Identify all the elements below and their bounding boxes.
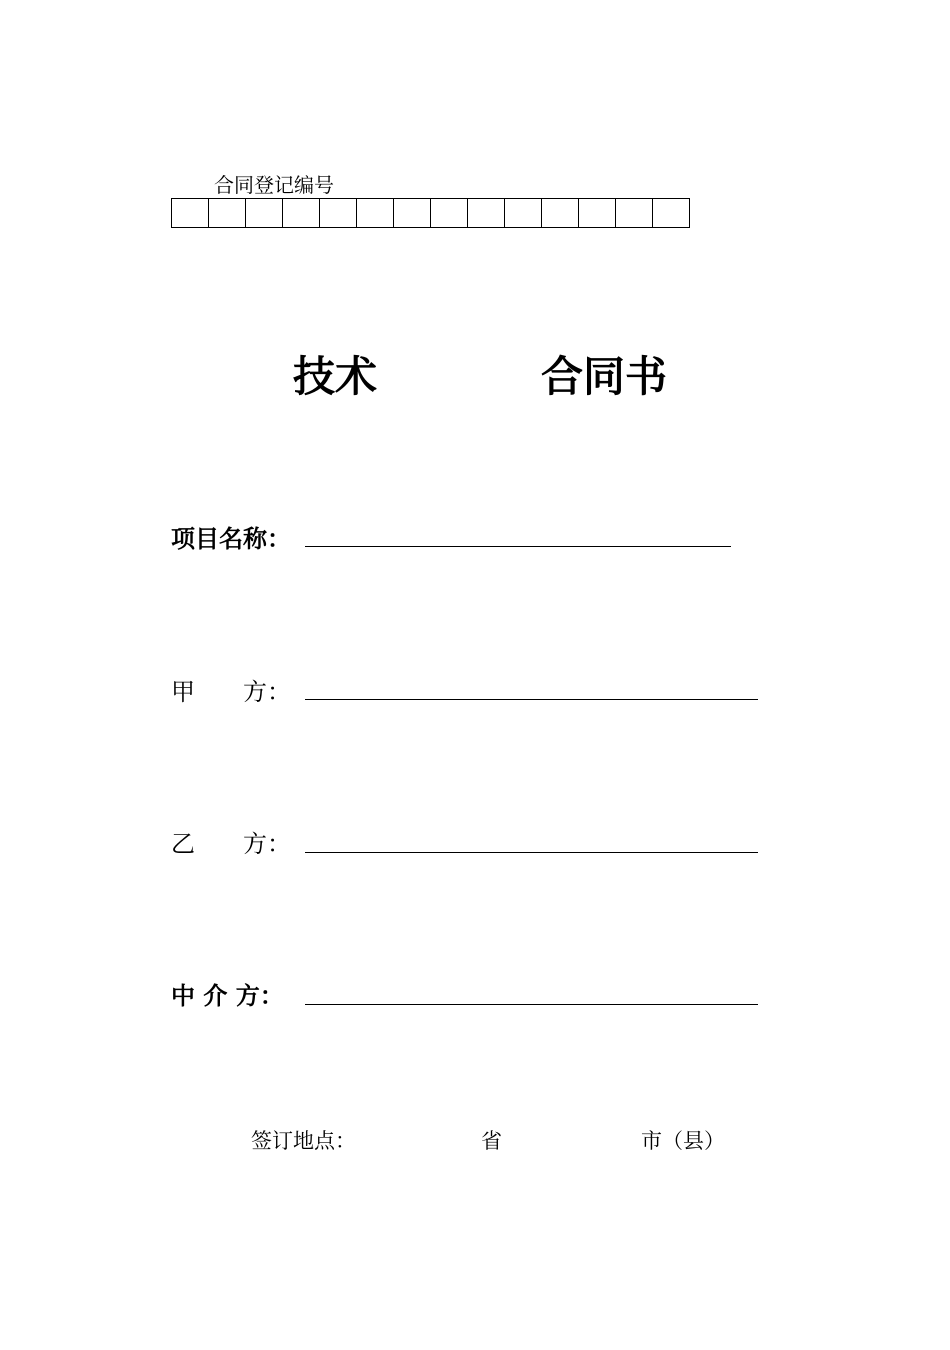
registration-digit-box[interactable] [283, 198, 320, 228]
project-name-input-line[interactable] [305, 546, 731, 547]
registration-number-label: 合同登记编号 [214, 173, 334, 197]
registration-number-boxes [171, 198, 690, 228]
party-a-input-line[interactable] [305, 699, 758, 700]
registration-digit-box[interactable] [542, 198, 579, 228]
signing-province-label: 省 [481, 1129, 502, 1153]
party-b-input-line[interactable] [305, 852, 758, 853]
registration-digit-box[interactable] [357, 198, 394, 228]
registration-digit-box[interactable] [431, 198, 468, 228]
party-b-label: 乙 方： [171, 830, 291, 858]
signing-city-label: 市（县） [641, 1129, 725, 1153]
registration-digit-box[interactable] [579, 198, 616, 228]
document-title-part-2: 合同书 [541, 352, 668, 401]
registration-digit-box[interactable] [505, 198, 542, 228]
intermediary-label: 中 介 方： [171, 982, 284, 1010]
registration-digit-box[interactable] [653, 198, 690, 228]
document-title-part-1: 技术 [293, 352, 378, 401]
registration-digit-box[interactable] [394, 198, 431, 228]
registration-digit-box[interactable] [616, 198, 653, 228]
registration-digit-box[interactable] [320, 198, 357, 228]
registration-digit-box[interactable] [246, 198, 283, 228]
registration-digit-box[interactable] [468, 198, 505, 228]
registration-digit-box[interactable] [209, 198, 246, 228]
registration-digit-box[interactable] [172, 198, 209, 228]
project-name-label: 项目名称： [171, 525, 291, 553]
party-a-label: 甲 方： [171, 678, 291, 706]
signing-place-label: 签订地点： [251, 1129, 356, 1153]
intermediary-input-line[interactable] [305, 1004, 758, 1005]
